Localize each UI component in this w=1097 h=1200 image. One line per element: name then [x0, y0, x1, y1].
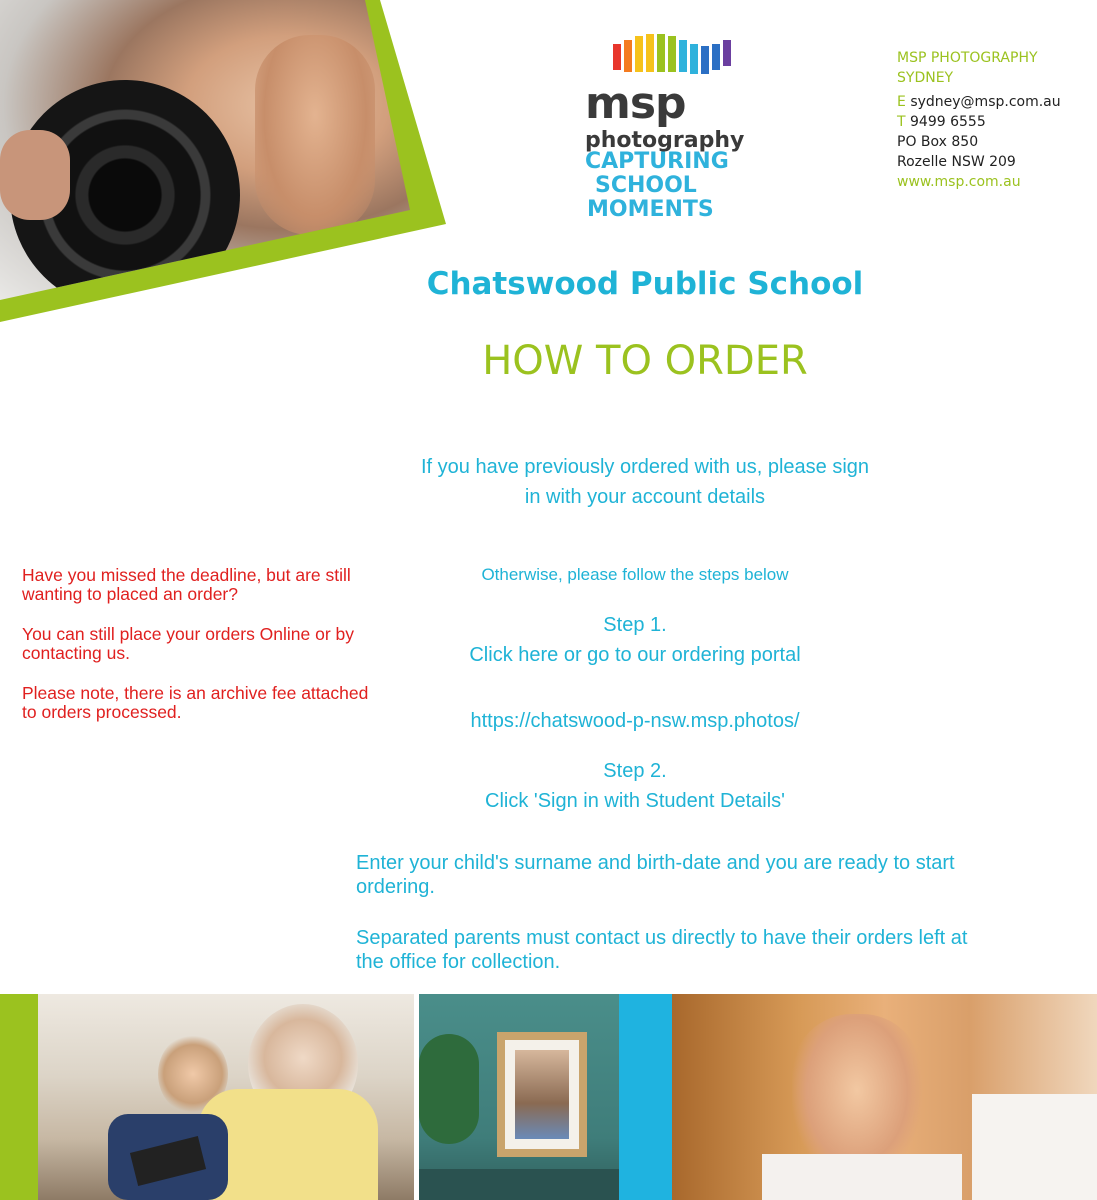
logo-photography-text: photography [585, 128, 745, 153]
photographer-hand [0, 130, 70, 220]
phone-number: 9499 6555 [910, 114, 986, 130]
website-link[interactable]: www.msp.com.au [897, 174, 1021, 190]
student-portrait [515, 1050, 569, 1139]
phone-line [897, 112, 1087, 132]
tagline-line-2: SCHOOL [595, 173, 697, 198]
students-photo [672, 994, 1097, 1200]
step-1 [400, 610, 870, 670]
green-bar [0, 994, 38, 1200]
surname-instructions: Enter your child's surname and birth-date and you are ready to start ordering. [356, 852, 955, 898]
po-box: PO Box 850 [897, 134, 979, 150]
step-2-text: Click 'Sign in with Student Details' [485, 790, 785, 812]
email-label: E [897, 94, 906, 110]
phone-label: T [897, 114, 906, 130]
email-link[interactable]: sydney@msp.com.au [910, 94, 1061, 110]
bottom-photo-strip [0, 994, 1097, 1200]
photographer-face [255, 35, 375, 235]
white-shirt [762, 1154, 962, 1200]
tagline-line-3: MOMENTS [587, 197, 714, 222]
logo-msp-text: msp [585, 78, 686, 129]
plant [419, 1034, 479, 1144]
background-students [972, 1094, 1097, 1200]
step-1-link[interactable]: Click here or go to our ordering portal [469, 644, 801, 666]
blue-bar [619, 994, 672, 1200]
late-order-notice [22, 566, 372, 743]
company-name: MSP PHOTOGRAPHY [897, 50, 1038, 66]
otherwise-text: Otherwise, please follow the steps below [481, 565, 789, 584]
contact-block [897, 48, 1087, 192]
deadline-note: Have you missed the deadline, but are still wanting to placed an order? [22, 565, 351, 604]
still-order-note: You can still place your orders Online or by contacting us. [22, 624, 355, 663]
portal-url-link[interactable]: https://chatswood-p-nsw.msp.photos/ [470, 710, 800, 732]
intro-line-1: If you have previously ordered with us, please sign [420, 456, 870, 478]
email-line [897, 92, 1087, 112]
shelf [419, 1169, 619, 1200]
framed-portrait-photo [419, 994, 619, 1200]
tagline-line-1: CAPTURING [585, 149, 729, 174]
step-1-title: Step 1. [603, 614, 667, 636]
rainbow-wave-icon [613, 32, 733, 76]
step-2-title: Step 2. [603, 760, 667, 782]
intro-line-2: in with your account details [524, 486, 766, 508]
archive-fee-note: Please note, there is an archive fee attached to orders processed. [22, 683, 369, 722]
company-city: SYDNEY [897, 70, 954, 86]
school-name: Chatswood Public School [426, 266, 864, 302]
suburb: Rozelle NSW 209 [897, 154, 1016, 170]
page-title: HOW TO ORDER [482, 338, 808, 384]
msp-logo [585, 32, 745, 222]
separated-parents-note: Separated parents must contact us directly to have their orders left at the office for collection. [356, 927, 968, 973]
picture-frame [497, 1032, 587, 1157]
family-photo [38, 994, 414, 1200]
intro-text [380, 452, 910, 512]
step-2 [400, 756, 870, 816]
